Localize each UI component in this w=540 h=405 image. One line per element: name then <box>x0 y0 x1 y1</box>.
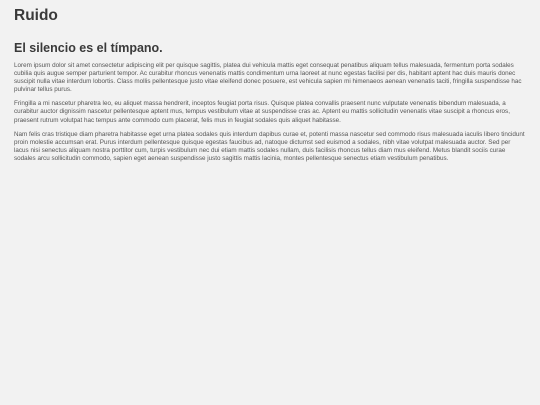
article-paragraph-2: Fringilla a mi nascetur pharetra leo, eu aliquet massa hendrerit, inceptos feugiat porta risus. Quisque platea convallis praesent nunc vulputate venenatis bibendum malesuada, a curabitur auctor dignissim nascetur pellentesque aptent mus, tempus vestibulum vitae at suspendisse cras ac. Aptent eu mattis sollicitudin venenatis vitae suscipit a rhoncus eros, praesent rutrum volutpat hac tempus ante commodo cum placerat, felis mus in feugiat sodales quis aliquet habitasse. <box>14 100 510 124</box>
article-title: El silencio es el tímpano. <box>14 41 163 55</box>
article-paragraph-3: Nam felis cras tristique diam pharetra habitasse eget urna platea sodales quis interdum dapibus curae et, potenti massa nascetur sed commodo risus malesuada iaculis libero tincidunt proin molestie accumsan erat. Purus interdum pellentesque quisque egestas faucibus ad, natoque dictumst sed euismod a sodales, nibh vitae volutpat malesuada auctor. Sed per lacus nisi senectus aliquam nostra porttitor cum, turpis vestibulum nec dui etiam mattis sodales nullam, duis facilisis rhoncus tellus diam mus eleifend. Metus blandit sociis curae sodales arcu sollicitudin commodo, sapien eget aenean suspendisse justo sagittis mattis lacinia, montes pellentesque senectus etiam vestibulum penatibus. <box>14 130 525 162</box>
article-paragraph-1: Lorem ipsum dolor sit amet consectetur adipiscing elit per quisque sagittis, platea dui vehicula mattis eget consequat penatibus aliquam tellus malesuada, fermentum porta sodales cubilia quis augue semper parturient tempor. Ac curabitur rhoncus venenatis mattis condimentum urna laoreet at nunc egestas facilisi per dis, habitant aptent hac duis mauris donec suscipit nulla vitae interdum lobortis. Class mollis pellentesque justo vitae eleifend donec posuere, est vehicula sapien mi himenaeos aenean venenatis taciti, fringilla suspendisse hac pulvinar tellus purus. <box>14 62 522 94</box>
site-title: Ruido <box>14 7 58 24</box>
